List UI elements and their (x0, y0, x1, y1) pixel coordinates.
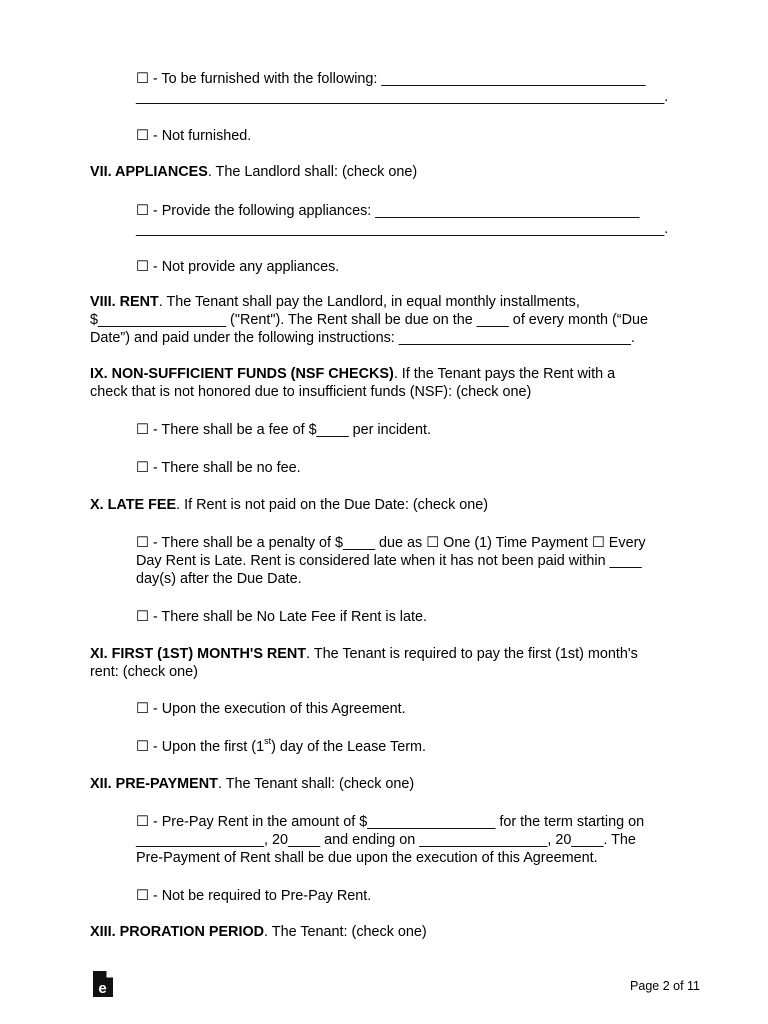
page-number: Page 2 of 11 (630, 979, 700, 993)
eforms-logo-icon (92, 970, 114, 998)
first-month-lease-term-option: ☐ - Upon the first (1st) day of the Lease Term. (136, 736, 427, 755)
pre-pay-line-2: ________________, 20____ and ending on ________________, 20____. The (136, 832, 636, 849)
section-heading: XI. FIRST (1ST) MONTH'S RENT (90, 646, 307, 662)
pre-pay-line-1: ☐ - Pre-Pay Rent in the amount of $________________ for the term starting on (136, 814, 645, 830)
nsf-fee-option: ☐ - There shall be a fee of $____ per incident. (136, 422, 432, 438)
furnished-option: ☐ - To be furnished with the following: _________________________________ (136, 71, 646, 87)
section-nsf (90, 365, 615, 401)
pre-pay-line-3: Pre-Payment of Rent shall be due upon the execution of this Agreement. (136, 850, 598, 867)
section-heading: VII. APPLIANCES (90, 164, 208, 180)
svg-text:e: e (98, 980, 107, 997)
section-appliances: VII. APPLIANCES. The Landlord shall: (check one) (90, 164, 418, 180)
first-month-line-1: XI. FIRST (1ST) MONTH'S RENT. The Tenant is required to pay the first (1st) month's (90, 646, 638, 662)
appliances-none-option: ☐ - Not provide any appliances. (136, 259, 340, 275)
first-month-execution-option: ☐ - Upon the execution of this Agreement. (136, 701, 406, 717)
late-fee-line-1: ☐ - There shall be a penalty of $____ due as ☐ One (1) Time Payment ☐ Every (136, 535, 646, 551)
late-fee-line-3: day(s) after the Due Date. (136, 571, 302, 588)
section-heading: VIII. RENT (90, 294, 159, 310)
late-fee-line-2: Day Rent is Late. Rent is considered late when it has not been paid within ____ (136, 553, 642, 570)
rent-line-2: $________________ ("Rent"). The Rent shall be due on the ____ of every month (“Due (90, 312, 648, 329)
first-month-line-2: rent: (check one) (90, 664, 198, 681)
no-late-fee-option: ☐ - There shall be No Late Fee if Rent is late. (136, 609, 427, 625)
section-rent (90, 293, 648, 348)
section-first-month-rent (90, 645, 638, 681)
rent-line-3: Date”) and paid under the following instructions: _____________________________. (90, 330, 635, 347)
no-pre-pay-option: ☐ - Not be required to Pre-Pay Rent. (136, 888, 372, 904)
rent-line-1: VIII. RENT. The Tenant shall pay the Landlord, in equal monthly installments, (90, 294, 580, 310)
section-heading: IX. NON-SUFFICIENT FUNDS (NSF CHECKS) (90, 366, 394, 382)
appliances-provide-option: ☐ - Provide the following appliances: _________________________________ (136, 203, 640, 219)
late-fee-penalty-option (136, 534, 646, 589)
section-late-fee: X. LATE FEE. If Rent is not paid on the Due Date: (check one) (90, 497, 489, 513)
section-heading: X. LATE FEE (90, 497, 177, 513)
pre-pay-option (136, 813, 644, 868)
nsf-line-1: IX. NON-SUFFICIENT FUNDS (NSF CHECKS). If the Tenant pays the Rent with a (90, 366, 616, 382)
section-pre-payment: XII. PRE-PAYMENT. The Tenant shall: (check one) (90, 776, 415, 792)
section-proration-period: XIII. PRORATION PERIOD. The Tenant: (check one) (90, 924, 427, 940)
section-heading: XII. PRE-PAYMENT (90, 776, 218, 792)
section-heading: XIII. PRORATION PERIOD (90, 924, 265, 940)
furnished-blank-line: __________________________________________________________________. (136, 89, 669, 105)
appliances-blank-line: __________________________________________________________________. (136, 221, 669, 237)
nsf-line-2: check that is not honored due to insufficient funds (NSF): (check one) (90, 384, 532, 401)
nsf-no-fee-option: ☐ - There shall be no fee. (136, 460, 301, 476)
not-furnished-option: ☐ - Not furnished. (136, 128, 252, 144)
